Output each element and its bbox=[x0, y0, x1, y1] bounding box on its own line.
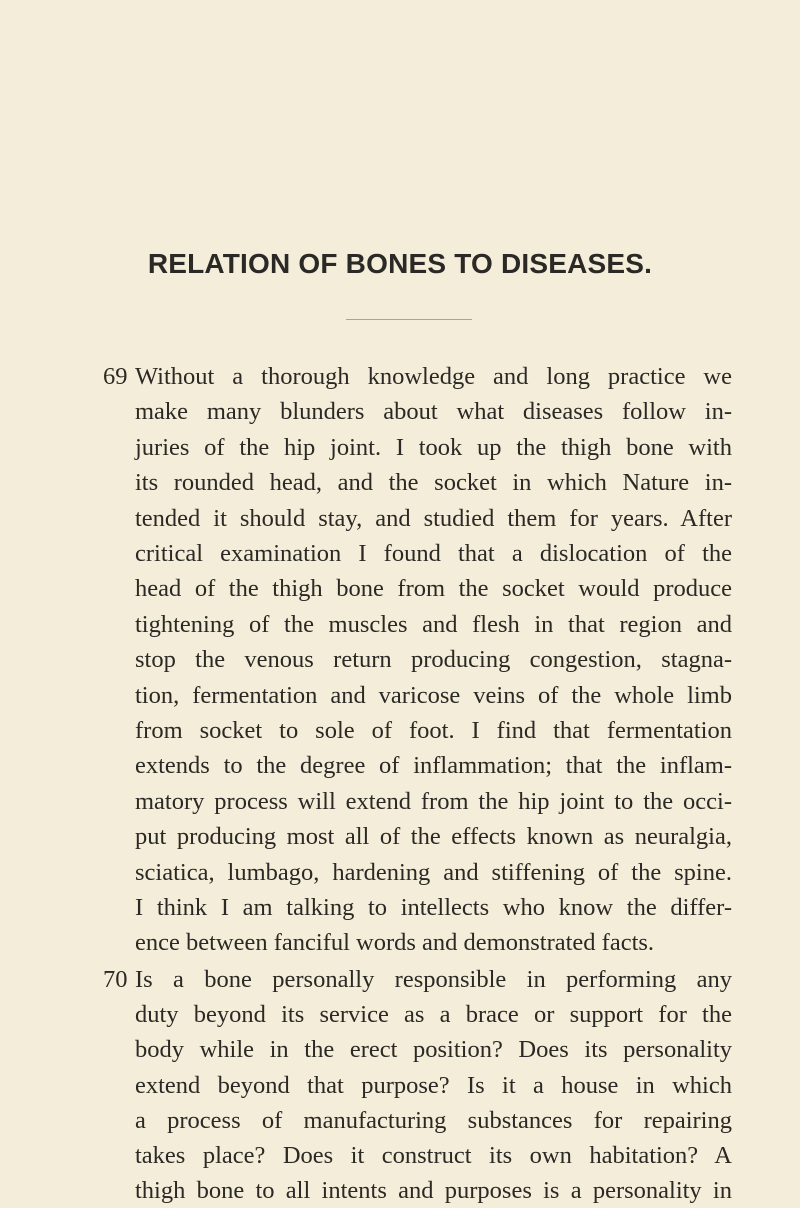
text-line: matory process will extend from the hip joint to the occi- bbox=[135, 787, 732, 815]
text-line: thigh bone to all intents and purposes is a personality in bbox=[135, 1177, 732, 1205]
text-line: ence between fanciful words and demonstrated facts. bbox=[135, 929, 655, 957]
text-line: critical examination I found that a dislocation of the bbox=[135, 540, 732, 567]
text-line: from socket to sole of foot. I find that fermentation bbox=[135, 717, 732, 744]
text-line: a process of manufacturing substances for repairing bbox=[135, 1106, 732, 1134]
paragraph-number: 70 bbox=[103, 966, 128, 993]
text-line: head of the thigh bone from the socket would produce bbox=[135, 575, 732, 603]
text-line: put producing most all of the effects known as neuralgia, bbox=[135, 823, 732, 851]
text-line: tightening of the muscles and flesh in that region and bbox=[135, 610, 732, 638]
text-line: Is a bone personally responsible in performing any bbox=[135, 966, 732, 993]
text-line: tended it should stay, and studied them for years. After bbox=[135, 504, 732, 532]
text-line: juries of the hip joint. I took up the thigh bone with bbox=[135, 433, 732, 461]
text-line: Without a thorough knowledge and long practice we bbox=[135, 363, 732, 390]
text-line: extend beyond that purpose? Is it a house in which bbox=[135, 1071, 732, 1099]
text-line: I think I am talking to intellects who know the differ- bbox=[135, 894, 732, 921]
page-title: RELATION OF BONES TO DISEASES. bbox=[147, 248, 653, 279]
paragraph-number: 69 bbox=[103, 363, 128, 390]
title-divider bbox=[346, 319, 472, 320]
text-line: its rounded head, and the socket in which Nature in- bbox=[135, 469, 732, 497]
text-line: make many blunders about what diseases follow in- bbox=[135, 398, 732, 426]
text-line: body while in the erect position? Does its personality bbox=[135, 1036, 732, 1064]
text-line: tion, fermentation and varicose veins of the whole limb bbox=[135, 681, 732, 709]
text-line: duty beyond its service as a brace or support for the bbox=[135, 1001, 732, 1029]
text-line: extends to the degree of inflammation; that the inflam- bbox=[135, 752, 732, 780]
text-line: sciatica, lumbago, hardening and stiffening of the spine. bbox=[135, 858, 732, 886]
text-line: stop the venous return producing congestion, stagna- bbox=[135, 646, 732, 674]
text-line: takes place? Does it construct its own habitation? A bbox=[135, 1142, 732, 1169]
